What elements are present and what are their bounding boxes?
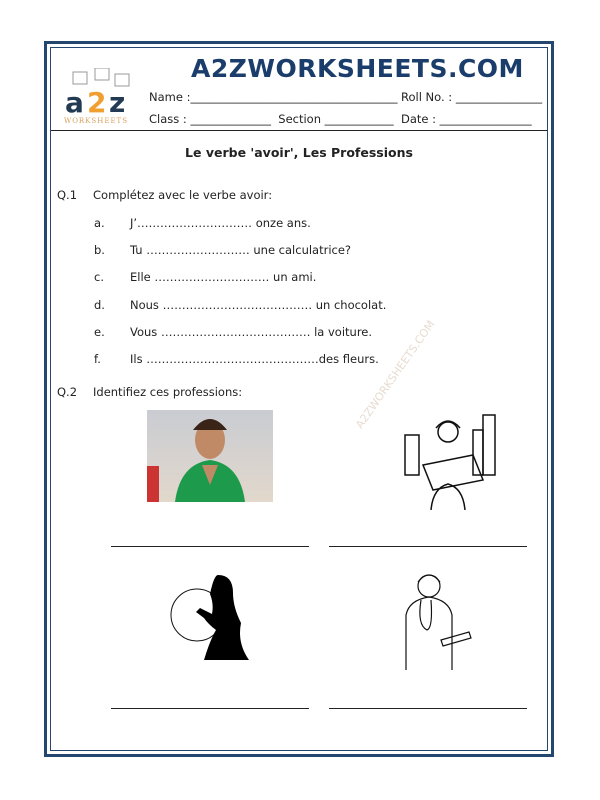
- q1-item: J’………………………… onze ans.: [130, 216, 311, 230]
- class-field[interactable]: ______________: [190, 112, 271, 126]
- q1-prompt: Complétez avec le verbe avoir:: [93, 188, 273, 202]
- q1-item: Tu ……………………… une calculatrice?: [130, 243, 352, 257]
- date-label: Date :: [400, 112, 436, 126]
- svg-text:2: 2: [87, 86, 107, 119]
- date-field[interactable]: ________________: [439, 112, 532, 126]
- q1-letter: c.: [94, 270, 104, 284]
- name-field[interactable]: ____________________________________: [190, 90, 398, 104]
- name-label: Name :: [149, 90, 191, 104]
- answer-line[interactable]: [111, 546, 309, 547]
- header-divider: [51, 130, 547, 131]
- answer-line[interactable]: [329, 708, 527, 709]
- roll-label: Roll No. :: [401, 90, 453, 104]
- q1-letter: d.: [94, 298, 105, 312]
- class-label: Class :: [149, 112, 187, 126]
- q1-item: Nous ………………………………… un chocolat.: [130, 298, 387, 312]
- svg-text:a: a: [65, 86, 84, 119]
- svg-text:z: z: [109, 86, 126, 119]
- answer-line[interactable]: [111, 708, 309, 709]
- singer-silhouette: [163, 570, 253, 660]
- actor-photo: [147, 410, 273, 502]
- q1-item: Elle ………………………… un ami.: [130, 270, 317, 284]
- q1-item: Vous ………………………………… la voiture.: [130, 325, 373, 339]
- q1-number: Q.1: [57, 188, 78, 202]
- svg-text:WORKSHEETS: WORKSHEETS: [64, 117, 129, 125]
- section-label: Section: [278, 112, 321, 126]
- architect-drawing: [403, 410, 503, 510]
- q2-prompt: Identifiez ces professions:: [93, 385, 243, 399]
- a2z-logo: [61, 68, 143, 126]
- worksheet-frame: [44, 41, 554, 757]
- watermark: A2ZWORKSHEETS.COM: [353, 318, 438, 431]
- q1-item: Ils ………………………………………des fleurs.: [130, 352, 379, 366]
- q1-letter: a.: [94, 216, 105, 230]
- q1-letter: f.: [94, 352, 101, 366]
- answer-line[interactable]: [329, 546, 527, 547]
- roll-field[interactable]: _______________: [455, 90, 543, 104]
- q1-letter: b.: [94, 243, 105, 257]
- worksheet-title: Le verbe 'avoir', Les Professions: [185, 145, 413, 160]
- section-field[interactable]: ____________: [324, 112, 394, 126]
- site-title: A2ZWORKSHEETS.COM: [191, 54, 524, 83]
- q1-letter: e.: [94, 325, 105, 339]
- q2-number: Q.2: [57, 385, 78, 399]
- doctor-drawing: [391, 570, 481, 670]
